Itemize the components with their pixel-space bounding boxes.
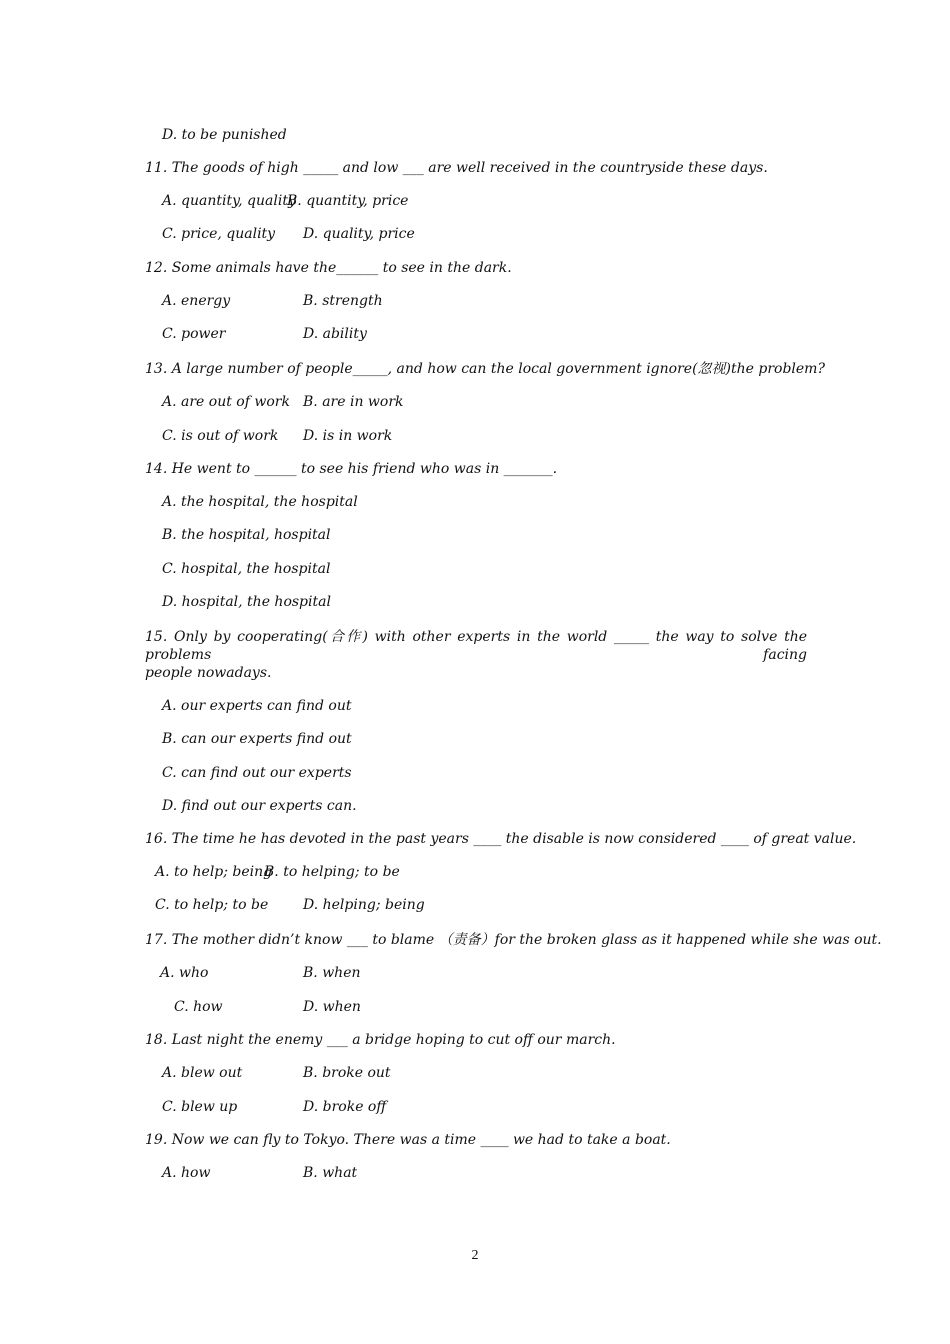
q12-option-a: A. energy [162, 293, 231, 309]
q19-option-b: B. what [303, 1165, 358, 1181]
q11-option-c: C. price, quality [162, 226, 276, 242]
q11-option-d: D. quality, price [303, 226, 415, 242]
q12-option-d: D. ability [303, 326, 367, 342]
q15-stem-line2: people nowadays. [145, 665, 272, 681]
q14-option-a: A. the hospital, the hospital [162, 494, 358, 510]
q16-option-c: C. to help; to be [155, 897, 269, 913]
q15-option-d: D. find out our experts can. [162, 798, 357, 814]
q13-option-c: C. is out of work [162, 428, 279, 444]
q18-stem: 18. Last night the enemy ___ a bridge hoping to cut off our march. [145, 1032, 616, 1048]
q15-option-a: A. our experts can find out [162, 698, 352, 714]
q16-option-a: A. to help; being [155, 864, 273, 880]
page-number: 2 [471, 1248, 479, 1263]
q16-option-b: B. to helping; to be [264, 864, 400, 880]
q13-option-b: B. are in work [303, 394, 404, 410]
q16-option-d: D. helping; being [303, 897, 425, 913]
q12-option-c: C. power [162, 326, 226, 342]
q11-stem: 11. The goods of high _____ and low ___ are well received in the countryside these days. [145, 160, 768, 176]
q10-option-d: D. to be punished [162, 127, 287, 143]
q18-option-d: D. broke off [303, 1099, 387, 1115]
q13-option-d: D. is in work [303, 428, 393, 444]
q17-stem: 17. The mother didn’t know ___ to blame （责备）for the broken glass as it happened while she was out. [145, 932, 882, 948]
q13-stem: 13. A large number of people_____, and how can the local government ignore(忽视)the problem? [145, 361, 825, 377]
q18-option-b: B. broke out [303, 1065, 391, 1081]
q18-option-c: C. blew up [162, 1099, 238, 1115]
q16-stem: 16. The time he has devoted in the past years ____ the disable is now considered ____ of great value. [145, 831, 857, 847]
q17-option-c: C. how [174, 999, 223, 1015]
q17-option-a: A. who [160, 965, 209, 981]
q19-option-a: A. how [162, 1165, 211, 1181]
q12-stem: 12. Some animals have the______ to see in the dark. [145, 260, 512, 276]
q14-option-b: B. the hospital, hospital [162, 527, 331, 543]
q11-option-b: B. quantity, price [287, 193, 409, 209]
q14-option-c: C. hospital, the hospital [162, 561, 331, 577]
q14-option-d: D. hospital, the hospital [162, 594, 331, 610]
q15-stem-line1: 15. Only by cooperating(合作) with other experts in the world _____ the way to solve the problems facing [145, 629, 807, 663]
q17-option-b: B. when [303, 965, 361, 981]
q15-option-b: B. can our experts find out [162, 731, 352, 747]
q12-option-b: B. strength [303, 293, 383, 309]
q18-option-a: A. blew out [162, 1065, 243, 1081]
q19-stem: 19. Now we can fly to Tokyo. There was a time ____ we had to take a boat. [145, 1132, 671, 1148]
q14-stem: 14. He went to ______ to see his friend who was in _______. [145, 461, 558, 477]
q11-option-a: A. quantity, quality [162, 193, 296, 209]
q13-option-a: A. are out of work [162, 394, 290, 410]
q17-option-d: D. when [303, 999, 361, 1015]
q15-option-c: C. can find out our experts [162, 765, 352, 781]
